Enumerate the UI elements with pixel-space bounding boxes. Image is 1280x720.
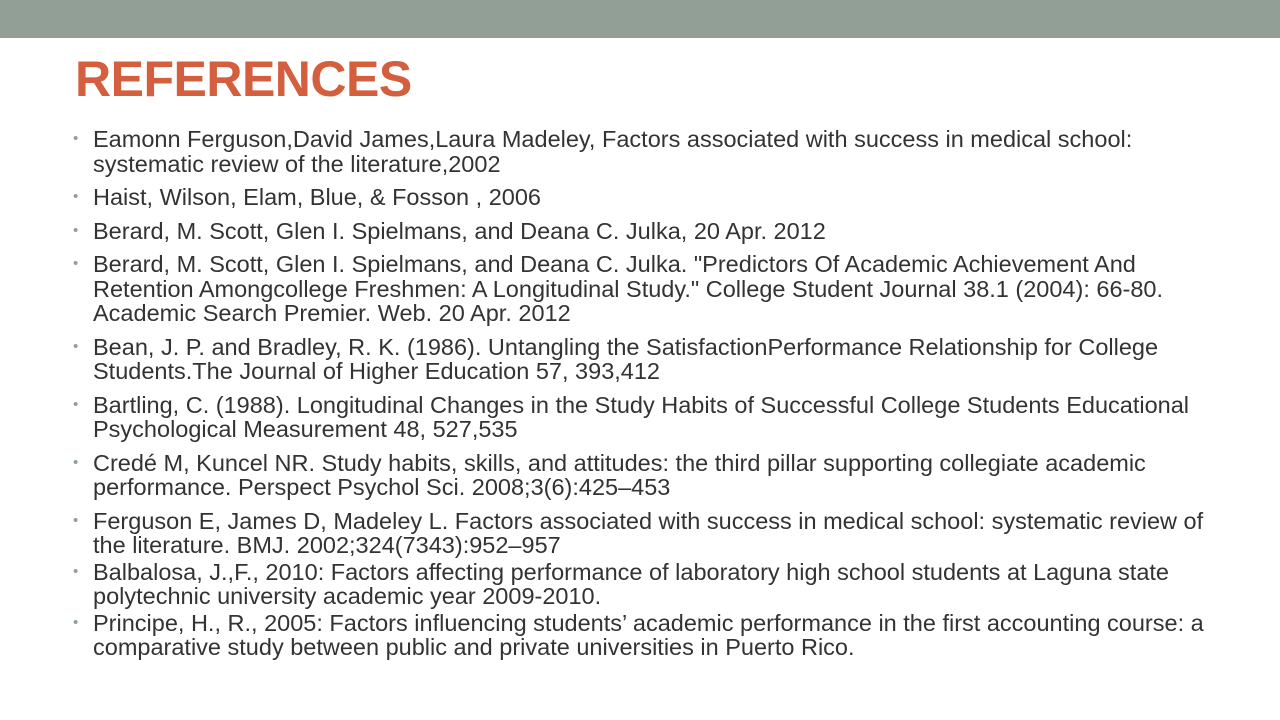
slide-title: REFERENCES [75, 51, 412, 107]
reference-text: Berard, M. Scott, Glen I. Spielmans, and Deana C. Julka. "Predictors Of Academic Achievement And Retention Amongcollege Freshmen: A Longitudinal Study." College Student Journal 38.1 (2004): 66-80. Academic Search Premier. Web. 20 Apr. 2012 [93, 251, 1164, 326]
reference-text: Eamonn Ferguson,David James,Laura Madeley, Factors associated with success in medical school: systematic review of the literature,2002 [93, 126, 1133, 177]
reference-item [72, 509, 1222, 558]
bullet-icon: • [73, 188, 79, 205]
reference-item [72, 185, 1222, 210]
references-list [72, 127, 1222, 662]
reference-item [72, 252, 1222, 326]
reference-item [72, 560, 1222, 609]
reference-item [72, 451, 1222, 500]
reference-text: Principe, H., R., 2005: Factors influencing students’ academic performance in the first accounting course: a comparative study between public and private universities in Puerto Rico. [93, 609, 1204, 660]
reference-text: Bartling, C. (1988). Longitudinal Changes in the Study Habits of Successful College Students Educational Psychological Measurement 48, 527,535 [93, 391, 1190, 442]
bullet-icon: • [73, 511, 79, 529]
bullet-icon: • [73, 221, 79, 239]
reference-text: Berard, M. Scott, Glen I. Spielmans, and Deana C. Julka, 20 Apr. 2012 [93, 217, 826, 244]
bullet-icon: • [73, 395, 79, 413]
reference-item [72, 611, 1222, 660]
bullet-icon: • [73, 130, 79, 147]
reference-text: Haist, Wilson, Elam, Blue, & Fosson , 2006 [93, 184, 541, 210]
top-accent-bar [0, 0, 1280, 38]
reference-text: Bean, J. P. and Bradley, R. K. (1986). Untangling the SatisfactionPerformance Relationship for College Students.The Journal of Higher Education 57, 393,412 [93, 333, 1159, 384]
bullet-icon: • [73, 562, 79, 580]
reference-item [72, 127, 1222, 176]
reference-item [72, 219, 1222, 244]
reference-text: Credé M, Kuncel NR. Study habits, skills, and attitudes: the third pillar supporting collegiate academic performance. Perspect Psychol Sci. 2008;3(6):425–453 [93, 449, 1146, 500]
reference-text: Ferguson E, James D, Madeley L. Factors associated with success in medical school: systematic review of the literature. BMJ. 2002;324(7343):952–957 [93, 507, 1204, 558]
reference-text: Balbalosa, J.,F., 2010: Factors affecting performance of laboratory high school students at Laguna state polytechnic university academic year 2009-2010. [93, 558, 1169, 609]
bullet-icon: • [73, 255, 79, 272]
reference-item [72, 335, 1222, 384]
bullet-icon: • [73, 337, 79, 355]
bullet-icon: • [73, 453, 79, 471]
reference-item [72, 393, 1222, 442]
bullet-icon: • [73, 613, 79, 631]
